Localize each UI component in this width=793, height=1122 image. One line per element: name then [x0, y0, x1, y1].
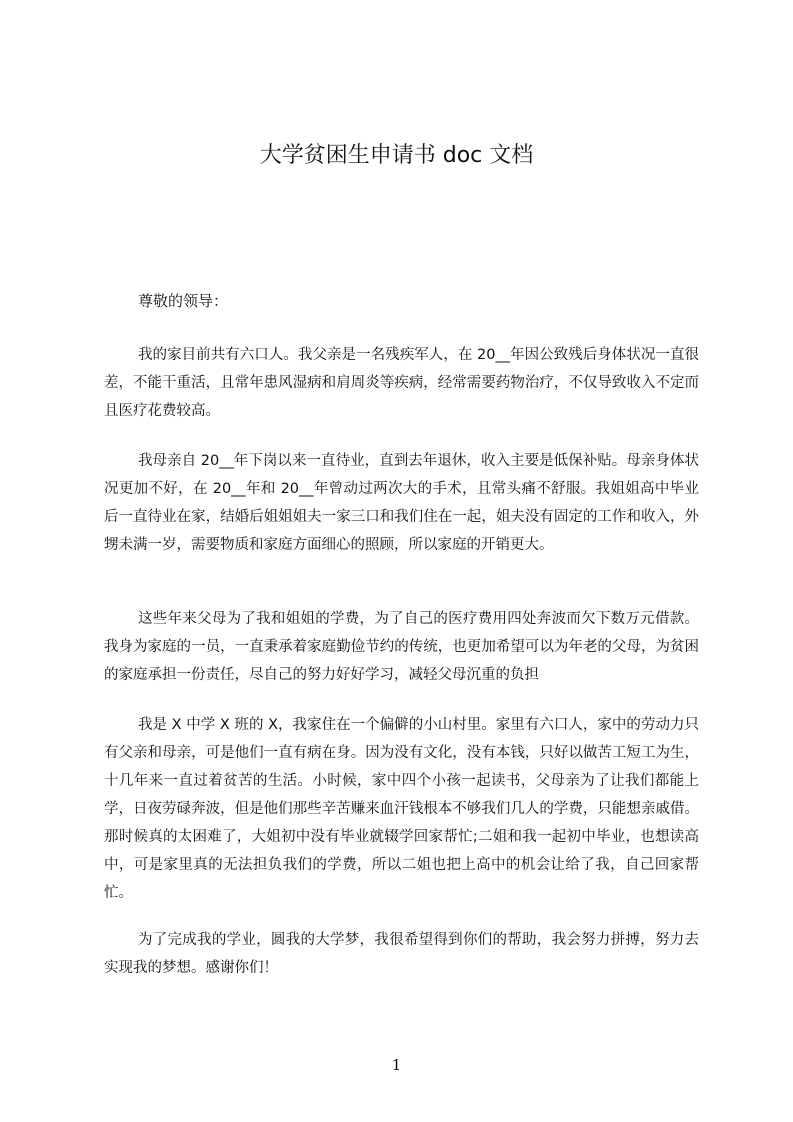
- document-title: 大学贫困生申请书 doc 文档: [259, 143, 534, 168]
- salutation: 尊敬的领导：: [138, 292, 229, 310]
- paragraph-closing: 为了完成我的学业，圆我的大学梦，我很希望得到你们的帮助，我会努力拼搏，努力去实现我的梦想。感谢你们！: [104, 932, 699, 976]
- paragraph-personal-background: 我是 X 中学 X 班的 X，我家住在一个偏僻的小山村里。家里有六口人，家中的劳动力只有父亲和母亲，可是他们一直有病在身。因为没有文化，没有本钱，只好以做苦工短工为生，十几年来一直过着贫苦的生活。小时候，家中四个小孩一起读书，父母亲为了让我们都能上学，日夜劳碌奔波，但是他们那些辛苦赚来血汗钱根本不够我们几人的学费，只能想亲戚借。那时候真的太困难了，大姐初中没有毕业就辍学回家帮忙;二姐和我一起初中毕业，也想读高中，可是家里真的无法担负我们的学费，所以二姐也把上高中的机会让给了我，自己回家帮忙。: [104, 717, 699, 901]
- paragraph-family-mother-sister: 我母亲自 20__年下岗以来一直待业，直到去年退休，收入主要是低保补贴。母亲身体状况更加不好，在 20__年和 20__年曾动过两次大的手术，且常头痛不舒服。我姐姐高中毕业后一直待业在家，结婚后姐姐姐夫一家三口和我们住在一起，姐夫没有固定的工作和收入，外甥未满一岁，需要物质和家庭方面细心的照顾，所以家庭的开销更大。: [104, 453, 699, 553]
- paragraph-family-debt: 这些年来父母为了我和姐姐的学费，为了自己的医疗费用四处奔波而欠下数万元借款。我身为家庭的一员，一直秉承着家庭勤俭节约的传统，也更加希望可以为年老的父母，为贫困的家庭承担一份责任，尽自己的努力好好学习，减轻父母沉重的负担: [104, 611, 699, 683]
- page-number: 1: [391, 1056, 402, 1074]
- paragraph-family-father: 我的家目前共有六口人。我父亲是一名残疾军人，在 20__年因公致残后身体状况一直很差，不能干重活，且常年患风湿病和肩周炎等疾病，经常需要药物治疗，不仅导致收入不定而且医疗花费较高。: [104, 347, 699, 419]
